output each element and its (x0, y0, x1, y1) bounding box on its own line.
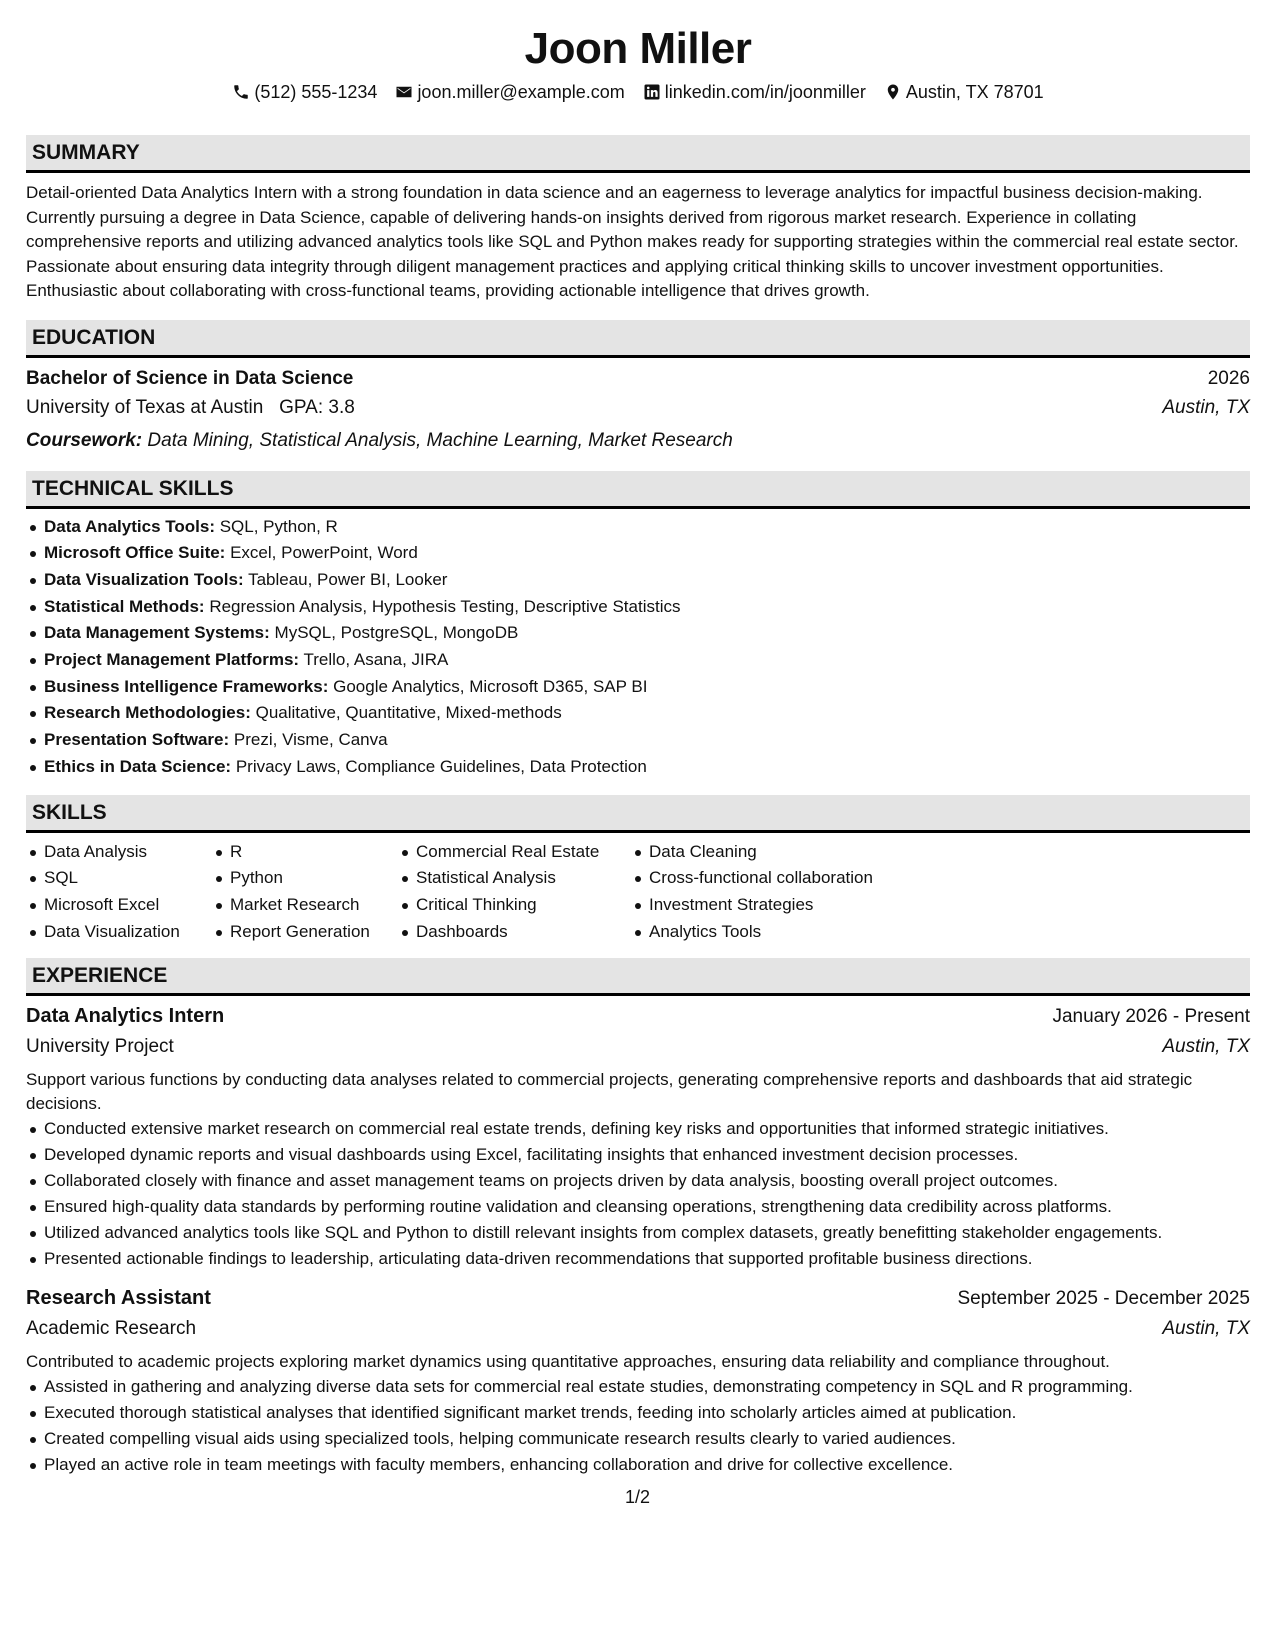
skills-column (416, 839, 649, 946)
experience-heading: EXPERIENCE (26, 958, 1250, 996)
technical-skill-value: Tableau, Power BI, Looker (248, 569, 448, 589)
responsibility-item: Presented actionable findings to leadership, articulating data-driven recommendations that supported profitable business directions. (44, 1247, 1250, 1271)
job-responsibilities (26, 1375, 1250, 1477)
contact-linkedin[interactable] (643, 80, 866, 104)
technical-skill-label: Statistical Methods: (44, 596, 205, 616)
skill-item: Critical Thinking (416, 892, 649, 919)
technical-skill-item (44, 674, 1250, 701)
candidate-name: Joon Miller (524, 24, 752, 73)
school-name: University of Texas at Austin (26, 396, 264, 418)
skill-item: Python (230, 865, 416, 892)
job-location: Austin, TX (1162, 1318, 1250, 1340)
skills-grid (26, 839, 1250, 946)
resume-page (26, 0, 1250, 1479)
skill-item: Microsoft Excel (44, 892, 230, 919)
technical-skill-item (44, 700, 1250, 727)
technical-skill-label: Research Methodologies: (44, 703, 251, 723)
degree: Bachelor of Science in Data Science (26, 367, 354, 389)
skill-item: Commercial Real Estate (416, 839, 649, 866)
technical-skill-item (44, 647, 1250, 674)
skill-item: Market Research (230, 892, 416, 919)
responsibility-item: Assisted in gathering and analyzing diverse data sets for commercial real estate studies, demonstrating competency in SQL and R programming. (44, 1375, 1250, 1399)
technical-skill-value: Excel, PowerPoint, Word (230, 543, 418, 563)
skill-item: Analytics Tools (649, 919, 949, 946)
linkedin-link[interactable]: linkedin.com/in/joonmiller (664, 82, 866, 102)
school-location: Austin, TX (1162, 396, 1250, 418)
skill-item: SQL (44, 865, 230, 892)
technical-skill-item (44, 514, 1250, 541)
experience-list (26, 1001, 1250, 1477)
technical-skill-item (44, 620, 1250, 647)
technical-skill-item (44, 754, 1250, 781)
job-header-row (26, 1283, 1250, 1314)
skill-item: Data Cleaning (649, 839, 949, 866)
education-entry (26, 364, 1250, 455)
job-organization: Academic Research (26, 1318, 197, 1340)
responsibility-item: Created compelling visual aids using specialized tools, helping communicate research results clearly to varied audiences. (44, 1427, 1250, 1451)
skill-item: R (230, 839, 416, 866)
linkedin-icon (643, 83, 661, 101)
responsibility-item: Developed dynamic reports and visual dashboards using Excel, facilitating insights that enhanced investment decision processes. (44, 1143, 1250, 1167)
education-heading: EDUCATION (26, 320, 1250, 358)
skill-item: Data Visualization (44, 919, 230, 946)
technical-skills-heading: TECHNICAL SKILLS (26, 471, 1250, 509)
responsibility-item: Utilized advanced analytics tools like SQL and Python to distill relevant insights from complex datasets, greatly benefitting stakeholder engagements. (44, 1221, 1250, 1245)
coursework-label: Coursework: (26, 429, 143, 451)
technical-skill-item (44, 727, 1250, 754)
contact-email[interactable] (395, 80, 624, 104)
skills-column (230, 839, 416, 946)
technical-skill-value: Prezi, Visme, Canva (233, 730, 388, 750)
technical-skill-item (44, 540, 1250, 567)
email-link[interactable]: joon.miller@example.com (417, 82, 625, 102)
job-header-row (26, 1001, 1250, 1032)
technical-skill-value: Privacy Laws, Compliance Guidelines, Data Protection (235, 756, 647, 776)
job-responsibilities (26, 1117, 1250, 1271)
summary-text: Detail-oriented Data Analytics Intern with a strong foundation in data science and an eagerness to leverage analytics for impactful business decision-making. Currently pursuing a degree in Data Science, capable of delivering hands-on insights derived from rigorous market research. Experience in collating comprehensive reports and utilizing advanced analytics tools like SQL and Python makes ready for supporting strategies within the commercial real estate sector. Passionate about ensuring data integrity through diligent management practices and applying critical thinking skills to uncover investment opportunities. Enthusiastic about collaborating with cross-functional teams, providing actionable intelligence that drives growth. (26, 183, 1239, 300)
phone-text: (512) 555-1234 (254, 82, 378, 102)
technical-skill-value: Regression Analysis, Hypothesis Testing, Descriptive Statistics (209, 596, 681, 616)
contact-phone (232, 80, 377, 104)
gpa: GPA: 3.8 (279, 396, 355, 418)
technical-skill-label: Presentation Software: (44, 730, 230, 750)
skill-item: Cross-functional collaboration (649, 865, 949, 892)
technical-skill-value: Qualitative, Quantitative, Mixed-methods (255, 703, 562, 723)
skills-heading: SKILLS (26, 795, 1250, 833)
phone-icon (232, 83, 250, 101)
page-number: 1/2 (624, 1487, 651, 1507)
job-description: Contributed to academic projects exploring market dynamics using quantitative approaches, ensuring data reliability and compliance throughout. (26, 1352, 1110, 1372)
technical-skill-label: Business Intelligence Frameworks: (44, 676, 329, 696)
responsibility-item: Played an active role in team meetings with faculty members, enhancing collaboration and drive for collective excellence. (44, 1453, 1250, 1477)
job-dates: January 2026 - Present (1052, 1006, 1250, 1028)
job-org-row (26, 1032, 1250, 1062)
job-entry (26, 1001, 1250, 1271)
skill-item: Statistical Analysis (416, 865, 649, 892)
responsibility-item: Collaborated closely with finance and asset management teams on projects driven by data analysis, boosting overall project outcomes. (44, 1169, 1250, 1193)
technical-skill-value: Trello, Asana, JIRA (303, 650, 449, 670)
technical-skill-value: MySQL, PostgreSQL, MongoDB (274, 623, 519, 643)
job-title: Research Assistant (26, 1287, 211, 1310)
skills-column (649, 839, 949, 946)
technical-skills-list (26, 514, 1250, 781)
responsibility-item: Ensured high-quality data standards by performing routine validation and cleansing operations, strengthening data credibility across platforms. (44, 1195, 1250, 1219)
technical-skill-item (44, 567, 1250, 594)
job-organization: University Project (26, 1036, 174, 1058)
skill-item: Dashboards (416, 919, 649, 946)
responsibility-item: Executed thorough statistical analyses that identified significant market trends, feeding into scholarly articles aimed at publication. (44, 1401, 1250, 1425)
coursework (26, 426, 1250, 455)
job-title: Data Analytics Intern (26, 1005, 225, 1028)
job-dates: September 2025 - December 2025 (957, 1288, 1250, 1310)
technical-skill-label: Project Management Platforms: (44, 650, 300, 670)
job-location: Austin, TX (1162, 1036, 1250, 1058)
job-org-row (26, 1314, 1250, 1344)
technical-skill-value: Google Analytics, Microsoft D365, SAP BI (333, 676, 648, 696)
technical-skill-label: Microsoft Office Suite: (44, 543, 226, 563)
technical-skill-label: Data Management Systems: (44, 623, 270, 643)
contact-bar (26, 80, 1250, 104)
contact-location (884, 80, 1044, 104)
envelope-icon (395, 83, 413, 101)
technical-skill-label: Data Visualization Tools: (44, 569, 244, 589)
technical-skill-item (44, 594, 1250, 621)
skill-item: Data Analysis (44, 839, 230, 866)
location-text: Austin, TX 78701 (905, 82, 1044, 102)
job-description: Support various functions by conducting data analyses related to commercial projects, generating comprehensive reports and dashboards that aid strategic decisions. (26, 1070, 1193, 1114)
summary-heading: SUMMARY (26, 135, 1250, 173)
skills-column (44, 839, 230, 946)
technical-skill-label: Data Analytics Tools: (44, 516, 215, 536)
technical-skill-value: SQL, Python, R (219, 516, 338, 536)
technical-skill-label: Ethics in Data Science: (44, 756, 232, 776)
skill-item: Report Generation (230, 919, 416, 946)
job-entry (26, 1283, 1250, 1477)
coursework-list: Data Mining, Statistical Analysis, Machine Learning, Market Research (147, 429, 733, 451)
map-pin-icon (884, 83, 902, 101)
graduation-year: 2026 (1207, 367, 1250, 389)
responsibility-item: Conducted extensive market research on commercial real estate trends, defining key risks and opportunities that informed strategic initiatives. (44, 1117, 1250, 1141)
skill-item: Investment Strategies (649, 892, 949, 919)
